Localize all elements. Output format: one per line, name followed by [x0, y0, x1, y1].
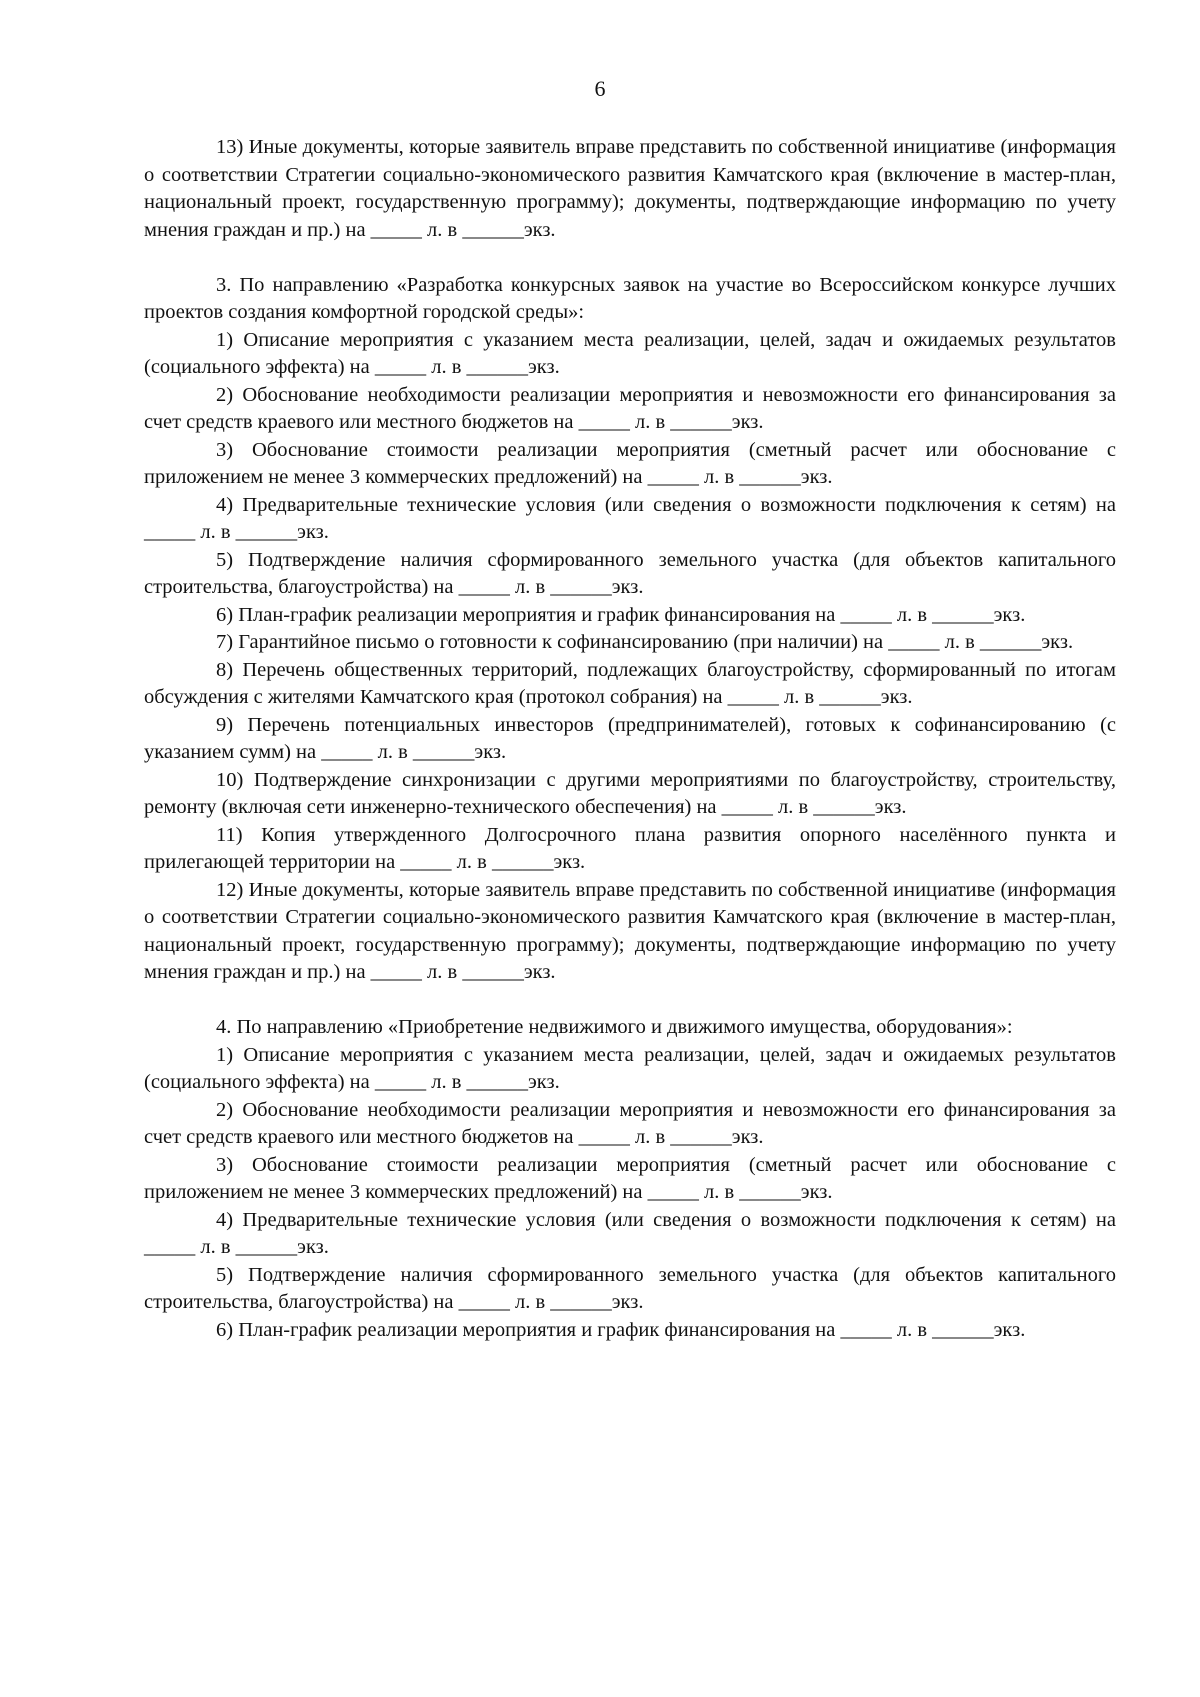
section-4-item-3: 3) Обоснование стоимости реализации мероприятия (сметный расчет или обоснование с приложением не менее 3 коммерческих предложений) на _____ л. в ______экз.: [144, 1153, 1116, 1203]
section-3-item-8: 8) Перечень общественных территорий, подлежащих благоустройству, сформированный по итогам обсуждения с жителями Камчатского края (протокол собрания) на _____ л. в ______экз.: [144, 658, 1116, 708]
section-4-item-5: 5) Подтверждение наличия сформированного земельного участка (для объектов капитального строительства, благоустройства) на _____ л. в ______экз.: [144, 1263, 1116, 1313]
section-2-item-13: 13) Иные документы, которые заявитель вправе представить по собственной инициативе (информация о соответствии Стратегии социально-экономического развития Камчатского края (включение в мастер-план, национальный проект, государственную программу); документы, подтверждающие информацию по учету мнения граждан и пр.) на _____ л. в ______экз.: [144, 136, 1116, 241]
section-3-item-7: 7) Гарантийное письмо о готовности к софинансированию (при наличии) на _____ л. в ______экз.: [216, 631, 1074, 653]
section-3-item-12: 12) Иные документы, которые заявитель вправе представить по собственной инициативе (информация о соответствии Стратегии социально-экономического развития Камчатского края (включение в мастер-план, национальный проект, государственную программу); документы, подтверждающие информацию по учету мнения граждан и пр.) на _____ л. в ______экз.: [144, 878, 1116, 983]
section-3: [144, 272, 1116, 987]
section-3-item-9: 9) Перечень потенциальных инвесторов (предпринимателей), готовых к софинансированию (с указанием сумм) на _____ л. в ______экз.: [144, 713, 1116, 763]
section-3-item-6: 6) План-график реализации мероприятия и график финансирования на _____ л. в ______экз.: [216, 603, 1026, 626]
page-number: 6: [594, 76, 606, 101]
section-3-item-10: 10) Подтверждение синхронизации с другими мероприятиями по благоустройству, строительству, ремонту (включая сети инженерно-технического обеспечения) на _____ л. в ______экз.: [144, 768, 1116, 818]
section-4-item-4: 4) Предварительные технические условия (или сведения о возможности подключения к сетям) на _____ л. в ______экз.: [144, 1208, 1116, 1258]
section-3-item-11: 11) Копия утвержденного Долгосрочного плана развития опорного населённого пункта и прилегающей территории на _____ л. в ______экз.: [144, 823, 1116, 873]
section-3-item-3: 3) Обоснование стоимости реализации мероприятия (сметный расчет или обоснование с приложением не менее 3 коммерческих предложений) на _____ л. в ______экз.: [144, 438, 1116, 488]
section-4-item-2: 2) Обоснование необходимости реализации мероприятия и невозможности его финансирования за счет средств краевого или местного бюджетов на _____ л. в ______экз.: [144, 1098, 1116, 1148]
section-3-heading: 3. По направлению «Разработка конкурсных заявок на участие во Всероссийском конкурсе лучших проектов создания комфортной городской среды»:: [144, 273, 1116, 323]
paragraph-spacer: [144, 244, 1116, 272]
paragraph-spacer: [144, 987, 1116, 1015]
section-4: [144, 1014, 1116, 1344]
section-4-heading: 4. По направлению «Приобретение недвижимого и движимого имущества, оборудования»:: [216, 1016, 1013, 1038]
document-body: [144, 134, 1116, 1344]
section-4-item-1: 1) Описание мероприятия с указанием места реализации, целей, задач и ожидаемых результатов (социального эффекта) на _____ л. в ______экз.: [144, 1043, 1116, 1093]
section-3-item-5: 5) Подтверждение наличия сформированного земельного участка (для объектов капитального строительства, благоустройства) на _____ л. в ______экз.: [144, 548, 1116, 598]
section-3-item-1: 1) Описание мероприятия с указанием места реализации, целей, задач и ожидаемых результатов (социального эффекта) на _____ л. в ______экз.: [144, 328, 1116, 378]
section-4-item-6: 6) План-график реализации мероприятия и график финансирования на _____ л. в ______экз.: [216, 1318, 1026, 1341]
section-3-item-4: 4) Предварительные технические условия (или сведения о возможности подключения к сетям) на _____ л. в ______экз.: [144, 493, 1116, 543]
section-3-item-2: 2) Обоснование необходимости реализации мероприятия и невозможности его финансирования за счет средств краевого или местного бюджетов на _____ л. в ______экз.: [144, 383, 1116, 433]
